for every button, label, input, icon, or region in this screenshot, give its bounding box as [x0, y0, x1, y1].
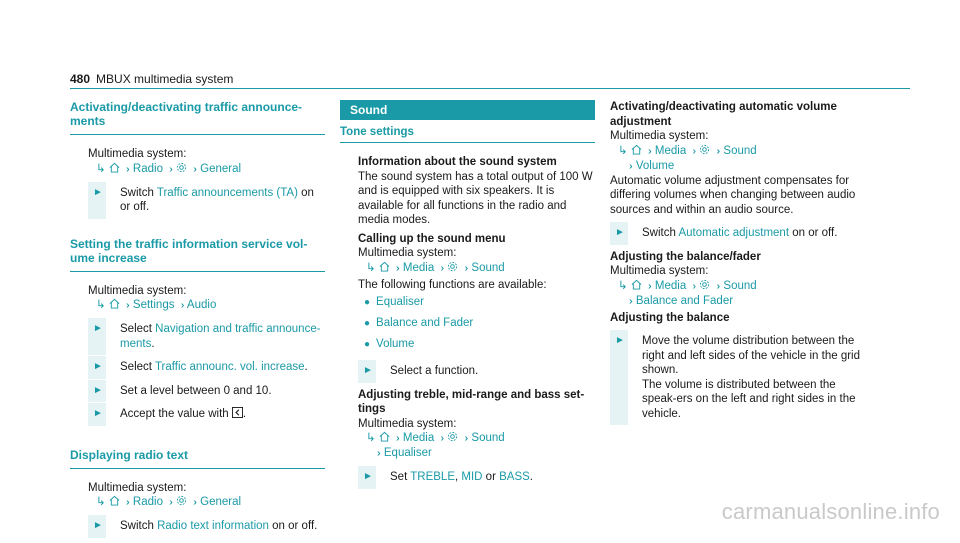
step-arrow-icon: ►: [615, 335, 625, 346]
page-header-title: MBUX multimedia system: [96, 72, 234, 86]
list-item-label: Equaliser: [376, 296, 424, 308]
section-rule: [70, 271, 325, 272]
path-item: Sound: [723, 144, 757, 157]
step-arrow-icon: ►: [93, 520, 103, 531]
home-icon: [109, 298, 120, 309]
option-link: Traffic announc. vol. increase: [154, 361, 305, 373]
chevron-right-icon: ››: [126, 497, 127, 508]
step-text: or: [482, 471, 500, 483]
step-text: .: [304, 361, 308, 373]
step: [88, 384, 325, 399]
path-item: Radio: [132, 496, 163, 508]
return-arrow-icon: ↳: [96, 299, 106, 311]
column-3: [610, 100, 865, 430]
step-text: Switch: [120, 186, 157, 199]
step: [358, 470, 595, 485]
system-label: Multimedia system:: [358, 247, 457, 259]
section-title-volume-increase: Setting the traffic information service vol-ume increase: [70, 236, 308, 265]
gear-icon: [176, 162, 187, 173]
page-number: 480: [70, 72, 91, 86]
chevron-right-icon: ››: [169, 163, 170, 175]
step-text: Select a function.: [390, 365, 479, 377]
return-arrow-icon: ↳: [618, 279, 628, 292]
section-rule: [70, 134, 325, 135]
bullet-icon: ●: [364, 339, 371, 350]
step-text: .: [529, 471, 533, 483]
chevron-right-icon: ››: [126, 163, 127, 175]
home-icon: [109, 495, 120, 506]
home-icon: [109, 162, 120, 173]
home-icon: [379, 261, 390, 272]
step-arrow-icon: ►: [93, 408, 103, 419]
chevron-right-icon: ››: [716, 145, 718, 157]
gear-icon: [447, 261, 458, 272]
path-item: Media: [654, 279, 687, 292]
option-link: TREBLE: [410, 471, 455, 483]
chevron-right-icon: ››: [193, 163, 194, 175]
step-arrow-icon: ►: [93, 186, 103, 198]
system-label: Multimedia system:: [88, 148, 187, 160]
step-text: Switch: [120, 520, 158, 532]
step-text: Accept the value with: [120, 408, 229, 420]
step-text: Select: [120, 323, 156, 335]
return-arrow-icon: ↳: [366, 261, 376, 274]
home-icon: [631, 144, 642, 155]
step: [88, 360, 325, 375]
path-item: Media: [654, 144, 687, 157]
chevron-right-icon: ››: [440, 433, 442, 444]
path-item: Sound: [471, 432, 505, 444]
list-item: [358, 292, 595, 313]
gear-icon: [699, 144, 710, 155]
option-link: MID: [461, 471, 483, 483]
system-label: Multimedia system:: [88, 284, 187, 297]
return-arrow-icon: ↳: [96, 162, 106, 175]
list-item-label: Volume: [376, 338, 415, 350]
chevron-right-icon: ››: [648, 280, 649, 292]
step: ► Accept the value with .: [88, 407, 325, 422]
bullet-icon: ●: [364, 297, 371, 308]
menu-path: [610, 279, 865, 294]
step-text: on or off.: [268, 520, 318, 532]
chevron-right-icon: ››: [716, 280, 718, 292]
column-1: [70, 100, 325, 543]
menu-path: [358, 431, 595, 446]
system-label: Multimedia system:: [610, 265, 709, 277]
chevron-right-icon: ››: [396, 433, 397, 444]
step-text: Set: [390, 471, 411, 483]
balance-title: Adjusting the balance: [610, 311, 730, 324]
chevron-right-icon: ››: [440, 262, 442, 274]
option-link: Traffic announcements (TA): [156, 186, 298, 199]
available-text: The following functions are available:: [358, 278, 547, 291]
path-item: Settings: [132, 299, 175, 311]
system-label: Multimedia system:: [88, 481, 187, 494]
list-item: [358, 334, 595, 355]
return-arrow-icon: ↳: [366, 432, 376, 444]
section-title-traffic-announcements: Activating/deactivating traffic announce-ments: [70, 100, 303, 128]
auto-volume-title: Activating/deactivating automatic volume adjustment: [610, 101, 837, 128]
step-text: Select: [120, 361, 155, 373]
step-text: on or off.: [789, 227, 838, 239]
chevron-right-icon: ››: [126, 300, 127, 311]
chevron-right-icon: ››: [377, 448, 378, 459]
step-arrow-icon: ►: [93, 384, 103, 396]
menu-path-cont: [610, 159, 865, 174]
chevron-right-icon: ››: [464, 433, 466, 444]
step-arrow-icon: ►: [93, 323, 103, 334]
list-item-label: Balance and Fader: [376, 317, 474, 329]
path-item: Volume: [635, 159, 675, 172]
step-arrow-icon: ►: [93, 361, 103, 372]
chevron-right-icon: ››: [648, 145, 649, 157]
chevron-right-icon: ››: [629, 295, 630, 307]
menu-path: [88, 495, 325, 510]
home-icon: [379, 431, 390, 442]
auto-volume-description: Automatic volume adjustment compensates for differing volumes when changing between audio sources and within an audio source.: [610, 174, 856, 216]
chevron-right-icon: ››: [464, 262, 466, 274]
chevron-right-icon: ››: [193, 497, 194, 508]
info-text: The sound system has a total output of 100 W and is equipped with six speakers. It is available for all functions in the radio and media modes.: [358, 170, 593, 226]
option-link: Navigation and traffic announce-ments: [120, 323, 321, 350]
path-item: Sound: [723, 279, 757, 292]
step-arrow-icon: ►: [363, 471, 373, 482]
path-item: Equaliser: [383, 447, 432, 459]
option-link: BASS: [499, 471, 530, 483]
step-text: .: [151, 337, 155, 350]
path-item: Balance and Fader: [635, 294, 734, 307]
option-link: Automatic adjustment: [678, 227, 790, 239]
subsection-title: Tone settings: [340, 126, 414, 138]
gear-icon: [447, 431, 458, 442]
path-item: Media: [402, 261, 435, 274]
step: [88, 322, 325, 351]
menu-path: [88, 162, 325, 177]
menu-path: [358, 261, 595, 276]
return-arrow-icon: ↳: [618, 144, 628, 157]
return-arrow-icon: ↳: [96, 496, 106, 508]
step-text: Set a level between 0 and 10.: [120, 384, 272, 397]
section-bar-sound: Sound: [340, 100, 595, 120]
list-item: [358, 313, 595, 334]
step: [610, 226, 865, 241]
menu-path: [610, 144, 865, 159]
menu-path: [88, 298, 325, 313]
gear-icon: [699, 279, 710, 290]
chevron-right-icon: ››: [180, 300, 182, 311]
gear-icon: [176, 495, 187, 506]
section-rule: [340, 142, 595, 143]
menu-path-cont: [610, 294, 865, 309]
path-item: General: [200, 496, 242, 508]
step: [88, 186, 325, 215]
page-header: [70, 72, 233, 86]
system-label: Multimedia system:: [358, 417, 457, 430]
chevron-right-icon: ››: [396, 262, 397, 274]
path-item: Media: [402, 432, 435, 444]
step: [88, 519, 325, 534]
home-icon: [631, 279, 642, 290]
header-rule: [70, 88, 910, 89]
step-text: ,: [455, 471, 462, 483]
info-title: Information about the sound system: [358, 156, 557, 168]
column-2: [340, 100, 595, 494]
section-title-radio-text: Displaying radio text: [70, 447, 189, 462]
path-item: Sound: [471, 261, 505, 274]
watermark: carmanualsonline.info: [721, 499, 940, 524]
path-item: Audio: [186, 299, 217, 311]
path-item: General: [200, 162, 242, 175]
treble-title: Adjusting treble, mid-range and bass set-tings: [358, 388, 585, 415]
menu-path-cont: [358, 446, 595, 461]
calling-title: Calling up the sound menu: [358, 232, 506, 245]
chevron-right-icon: ››: [629, 160, 630, 172]
step: [610, 334, 865, 421]
chevron-right-icon: ››: [692, 280, 694, 292]
chevron-right-icon: ››: [692, 145, 694, 157]
chevron-left-icon: [232, 407, 243, 418]
step-text: on or off.: [120, 186, 314, 213]
balance-fader-title: Adjusting the balance/fader: [610, 250, 761, 263]
path-item: Radio: [132, 162, 163, 175]
option-link: Radio text information: [157, 520, 269, 532]
section-rule: [70, 468, 325, 469]
step-text: Move the volume distribution between the right and left sides of the vehicle in the grid shown. The volume is distributed between the speak-ers on the left and right sides in the vehicle.: [642, 335, 860, 420]
step: [358, 364, 595, 379]
step-text: Switch: [642, 227, 679, 239]
system-label: Multimedia system:: [610, 130, 709, 142]
chevron-right-icon: ››: [169, 497, 170, 508]
bullet-icon: ●: [364, 318, 371, 329]
step-arrow-icon: ►: [615, 227, 625, 238]
step-arrow-icon: ►: [363, 365, 373, 376]
